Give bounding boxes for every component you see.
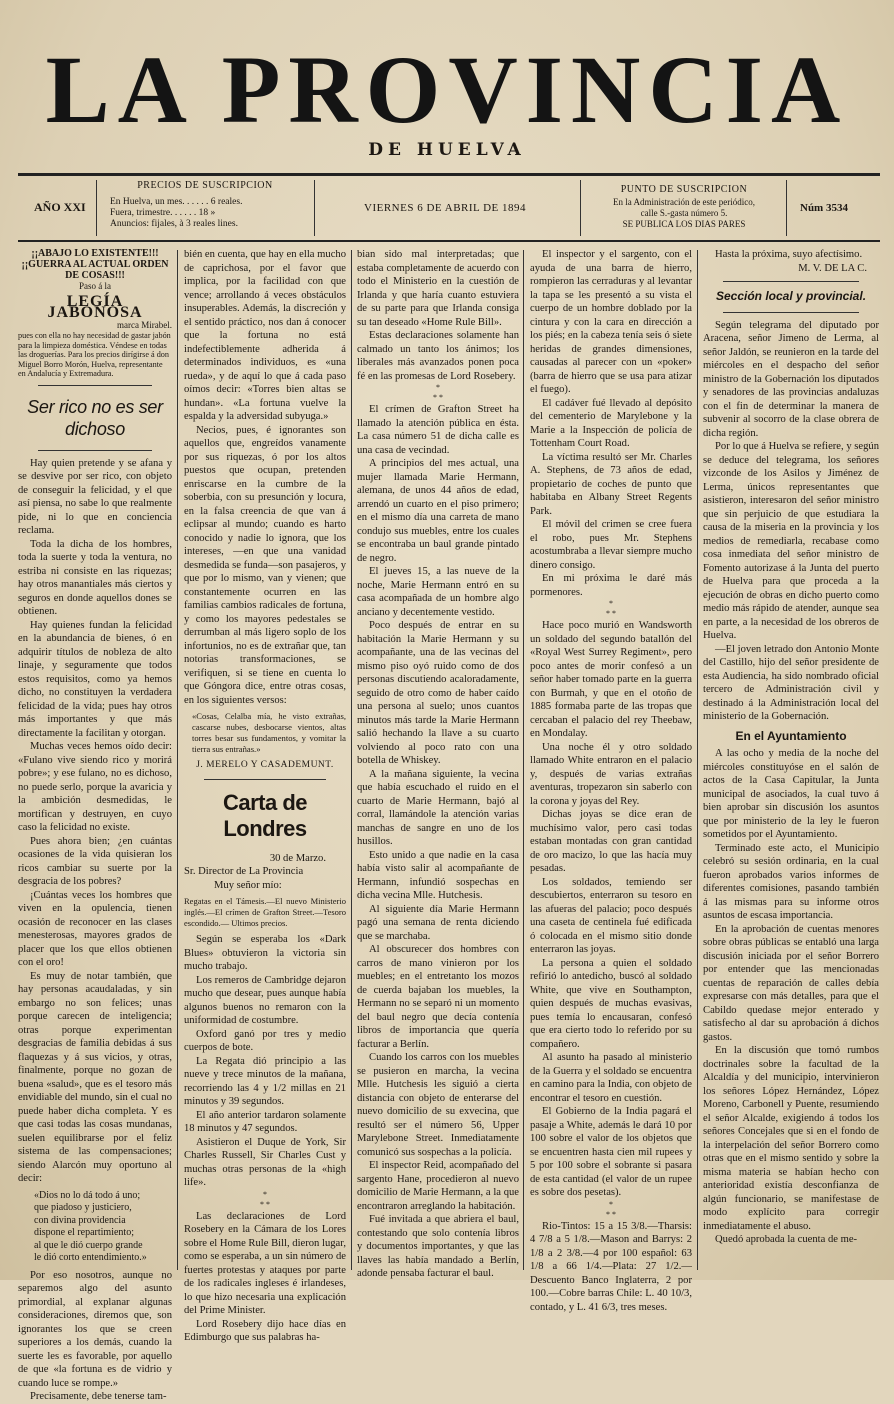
paragraph: Asistieron el Duque de York, Sir Charles Russell, Sir Charles Cust y muchas otras personas de la «high life».: [184, 1136, 346, 1188]
letter-signature: M. V. DE LA C.: [798, 262, 867, 274]
paragraph: Esto unido a que nadie en la casa había visto salir al acompañante de Hermann, infundió sospechas en dicha vecina Mlle. Hutchesis.: [357, 849, 519, 901]
paragraph: Precisamente, debe tenerse tam-: [30, 1391, 167, 1402]
separator-rule: [723, 312, 859, 313]
issue-number: Núm 3534: [800, 202, 848, 214]
section-stars: * * *: [606, 599, 616, 618]
price-line: Fuera, trimestre. . . . . . 18 »: [110, 208, 216, 218]
paragraph: A principios del mes actual, una mujer llamada Marie Hermann, alemana, de unos 44 años de edad, arrendó un cuarto en el piso primero; en el mismo día una carreta de mano condujo sus muebles, entre los cuales se encontraba un baul grande pintado de negro.: [357, 458, 519, 564]
separator-rule: [38, 385, 152, 386]
masthead-subtitle: DE HUELVA: [368, 140, 526, 160]
section-stars: * * *: [606, 1199, 616, 1219]
punto-line: En la Administración de este periódico,: [613, 197, 755, 207]
paragraph: Lord Rosebery dijo hace días en Edimburgo que sus palabras ha-: [184, 1318, 346, 1343]
price-line: En Huelva, un mes. . . . . . 6 reales.: [110, 197, 243, 207]
punto-line: calle S.-gasta número 5.: [640, 208, 728, 218]
verse-line: «Dios no lo dá todo á uno;: [34, 1189, 141, 1201]
paragraph: Al siguiente día Marie Hermann pagó una semana de renta diciendo que se marchaba.: [357, 903, 519, 942]
poem-quote: «Cosas, Celalba mía, he visto extrañas, cascarse nubes, desbocarse vientos, altas torres besar sus fundamentos, y vomitar la tierra sus entrañas.»: [192, 711, 346, 754]
paragraph: En la discusión que tomó rumbos doctrinales sobre la facultad de la Alcaldía y del municipio, intervinieron los señores López Hernández, López Moreno, Carbonell y Puente, resumiendo el señor Alcalde, exigiendo á todos los señores Concejales que si en el fondo de la interpelación del señor Borrero como otras que en el mismo sentido y sobre la misma materia se habían hecho con anterioridad existía desconfianza de algún funcionario, se manifestase de modo explícito para corregir inmediatamente el abuso.: [703, 1045, 879, 1232]
article-title: Ser rico no es ser dichoso: [27, 396, 163, 439]
ad-headline: ¡¡ABAJO LO EXISTENTE!!!: [31, 248, 159, 259]
year-label: AÑO XXI: [34, 200, 86, 214]
column-divider: [177, 250, 178, 1270]
paragraph: —El joven letrado don Antonio Monte del Castillo, hijo del señor presidente de esta Audiencia, ha sido nombrado oficial tercero de Administración civil y destinado á la Administración local del ministerio de la Gobernación.: [703, 643, 879, 722]
paragraph: Según telegrama del diputado por Aracena, señor Jimeno de Lerma, al señor Jaldón, se reunieron en la tarde del miércoles en el despacho del señor ministro de la Gobernación los diputados y senadores de las provincias andaluzas con el fin de determinar la manera de subvenir al socorro de la clase obrera de dicha región.: [703, 319, 879, 439]
header-divider: [580, 180, 581, 236]
soap-advertisement: [18, 248, 172, 379]
paragraph: Los remeros de Cambridge dejaron mucho que desear, pues aunque había algunos buenos no remaron con la uniformidad de costumbre.: [184, 974, 346, 1026]
paragraph: Terminado este acto, el Municipio celebró su sesión ordinaria, en la cual fueron aprobados varios informes de diferentes comisiones, pasando también á las mismas para su informe otros asuntos de escasa importancia.: [703, 842, 879, 921]
paragraph: Muchas veces hemos oído decir: «Fulano vive siendo rico y morirá pobre»; y ese fulano, no es dichoso, no puede serlo, porque la avaricia y la ambición desmedidas, le mortifican y destruyen, en cuyo caso la felicidad no existe.: [18, 741, 172, 833]
section-title: Sección local y provincial.: [715, 289, 867, 303]
ad-mark: marca Mirabel.: [117, 320, 172, 330]
column-divider: [351, 250, 352, 1270]
header-bottom-rule: [18, 240, 880, 242]
section-stars: * * *: [433, 383, 443, 402]
paragraph: Los soldados, temiendo ser descubiertos, enterraron su tesoro en las afueras del palacio; poco después una caseta de centinela fué edificada ó colocada en el mismo sitio donde enterraron las joyas.: [530, 876, 692, 955]
paragraph: Rio-Tintos: 15 a 15 3/8.—Tharsis: 4 7/8 a 5 1/8.—Mason and Barrys: 2 1/8 a 2 3/8.—4 por 100 español: 63 1/8 a 66 1/4.—Plata: 27 1/2.—Descuento Banco Inglaterra, 2 por 100.—Cobre barras Chile: L. 40 10/3, contado, y L. 41 6/3, tres meses.: [530, 1220, 692, 1313]
paragraph: Necios, pues, é ignorantes son aquellos que, engreídos vanamente por sus riquezas, ó por los altos puestos que ocupan, pretenden enriscarse en la cumbre de la soberbia, con su presunción y locura, en la falsa creencia de que van á eclipsar al mundo; cuando es harto conocido y nadie lo ignora, que los intereses, —en que una vanidad desmedida se funda—son pasajeros, y que por lo mismo, van y vienen; que constantemente ocurren en las familias cambios radicales de fortuna, y como los mayores pedestales se derrumban al más ligero soplo de los infortunios, no es de extrañar que, tan notorias transformaciones, se verifiquen, si se tiene en cuenta lo que Góngora dice, entre otras cosas, en los siguientes versos:: [184, 424, 346, 706]
paragraph: Las declaraciones de Lord Rosebery en la Cámara de los Lores sobre el Home Rule Bill, dieron lugar, como se esperaba, a un sin número de fuertes protestas y ataques por parte de los radicales ingleses é irlandeses, lo que hizo necesaria una explicación del Prime Minister.: [184, 1210, 346, 1316]
paragraph: El inspector Reid, acompañado del sargento Hane, procedieron al nuevo domicilio de Marie Hermann, a la que encontraron arreglando la habitación.: [357, 1160, 519, 1212]
paragraph: Pues ahora bien; ¿en cuántas ocasiones de la vida quisieran los ricos cambiar su suerte por la desgracia de los pobres?: [18, 835, 172, 887]
paragraph: Según se esperaba los «Dark Blues» obtuvieron la victoria sin mucho trabajo.: [184, 934, 346, 972]
paragraph: La víctima resultó ser Mr. Charles A. Stephens, de 73 años de edad, propietario de coches de punto que habitaba en Albany Street Regents Park.: [530, 451, 692, 517]
separator-rule: [204, 779, 326, 780]
paragraph: Dichas joyas se dice eran de muchísimo valor, pero casi todas estaban montadas con gran cantidad de oro macizo, lo que las hacía muy pesadas.: [530, 809, 692, 874]
column-3: [357, 248, 519, 1279]
column-5: [703, 248, 879, 1270]
paragraph: Al asunto ha pasado al ministerio de la Guerra y el soldado se encuentra en camino para la India, con objeto de encontrar el tesoro en cuestión.: [530, 1052, 692, 1104]
subsection-title: En el Ayuntamiento: [735, 728, 847, 743]
prices-title: PRECIOS DE SUSCRIPCION: [137, 180, 273, 191]
paragraph: La persona a quien el soldado refirió lo antedicho, buscó al soldado White, que vive en Southampton, quien después de muchas evasivas, pues temía lo encausaran, confesó que era cierto todo lo referido por su compañero.: [530, 957, 692, 1050]
ad-text: Paso á la: [79, 281, 111, 291]
paragraph: La Regata dió principio a las nueve y trece minutos de la mañana, recorriendo las 4 y 1/2 millas en 21 minutos y 39 segundos.: [184, 1055, 346, 1107]
verse-line: que piadoso y justiciero,: [34, 1202, 132, 1213]
paragraph: El jueves 15, a las nueve de la noche, Marie Hermann entró en su casa acompañada de un hombre algo anciano y decentemente vestido.: [357, 566, 519, 618]
paragraph: Hay quien pretende y se afana y se desvive por ser rico, con objeto de conseguir la felicidad, y el que así piensa, no sabe lo que realmente pide, ni lo que en conciencia reclama.: [18, 457, 172, 536]
paragraph: En mi próxima le daré más pormenores.: [530, 573, 692, 598]
subscription-prices: [110, 180, 300, 230]
verse-line: le dió corto entendimiento.»: [34, 1252, 147, 1263]
paragraph: bién en cuenta, que hay en ella mucho de caprichosa, por el favor que implica, por la facilidad con que vence; arrollando á veces obstáculos insuperables. Además, la discreción y el sentido práctico, nos dan á conocer que la fortuna no está indefectiblemente adherida á determinados individuos, es «una rueda», y de aquí lo que á cada paso oímos decir: «Torres bien altas se hundan». «La fortuna vuelve la espalda y la adversidad subyuga.»: [184, 249, 346, 422]
verse-line: al que le dió cuerpo grande: [34, 1239, 143, 1251]
paragraph: El cadáver fué llevado al depósito del cementerio de Marylebone y la Marie a la Inspección de policía de Tottenham Court Road.: [530, 397, 692, 449]
paragraph: El móvil del crimen se cree fuera el robo, pues Mr. Stephens acostumbraba a llevar siempre mucho dinero consigo.: [530, 519, 692, 571]
paragraph: A las ocho y media de la noche del miércoles constituyóse en el salón de actos de la Casa Capitular, la Junta municipal de asociados, la cual tuvo á bien aprobar sin discusión los asuntos que por ministerio de la ley le fueron sometidos por el Ayuntamiento.: [703, 748, 879, 840]
paragraph: Por lo que á Huelva se refiere, y según se deduce del telegrama, los señores vizconde de los Asilos y Jiménez de Lerma, únicos representantes que asistieron, interesaron del señor ministro que sin perjuicio de que estudiara la causa de la miseria en la provincia y los medios de remediarla, recabase como cosa inmediata del señor ministro de Fomento autorizase á la Junta del puerto de Huelva para que proceda a la ejecución de obras en dicho puerto como medio más rápido de atender, aunque sea en parte, a la necesidad de los obreros de Huelva.: [703, 441, 879, 641]
issue-date: VIERNES 6 DE ABRIL DE 1894: [364, 202, 527, 214]
paragraph: El año anterior tardaron solamente 18 minutos y 47 segundos.: [184, 1109, 346, 1134]
paragraph: Cuando los carros con los muebles se pusieron en marcha, la vecina Mlle. Hutchesis les siguió a cierta distancia con objeto de enterarse del nuevo domicilio de su exvecina, que resultó ser el número 56, Upper Marylebone Street. Inmediatamente comunicó sus sospechas a la policía.: [357, 1052, 519, 1158]
price-line: Anuncios: fijales, à 3 reales lines.: [110, 219, 238, 229]
letter-title: Carta de Londres: [222, 789, 308, 841]
letter-closing: Hasta la próxima, suyo afectísimo.: [715, 249, 863, 260]
punto-line: SE PUBLICA LOS DIAS PARES: [622, 219, 746, 229]
paragraph: El crímen de Grafton Street ha llamado la atención pública en ésta. La casa número 51 de dicha calle es una casa de vecindad.: [357, 404, 519, 456]
paragraph: Hace poco murió en Wandsworth un soldado del segundo batallón del «Royal West Surrey Regiment», pero poco antes de morir confesó a un señor haber tomado parte en la guerra con Burmah, y que en el otoño de 1885 formaba parte de las tropas que cercaban el palacio del rey Theebaw, en Mondalay.: [530, 620, 692, 739]
paragraph: Estas declaraciones solamente han calmado un tanto los ánimos; los liberales más avanzados ponen poca fé en las promesas de Lord Rosebery.: [357, 330, 519, 382]
letter-date: 30 de Marzo.: [269, 852, 326, 864]
punto-title: PUNTO DE SUSCRIPCION: [620, 184, 748, 195]
header-divider: [96, 180, 97, 236]
paragraph: A la mañana siguiente, la vecina que había escuchado el ruido en el cuarto de Marie Hermann, bajó al corral, llamándole la atención varias manchas de sangre en uno de los husillos.: [357, 768, 519, 847]
paragraph: ¡Cuántas veces los hombres que viven en la opulencia, tienen ocasión de reconocer en las clases menesterosas, mayores grados de placer que los que ellos obtienen con el oro!: [18, 889, 172, 968]
header-top-rule: [18, 173, 880, 176]
separator-rule: [723, 281, 859, 282]
masthead-title: LA PROVINCIA: [45, 36, 849, 143]
subscription-point: [592, 184, 776, 230]
paragraph: Por eso nosotros, aunque no separemos algo del asunto primordial, al explanar algunas consideraciones, diremos que, son ignorantes los que se creen superiores a los demás, cuando la suerte les es favorable, por aquello de que «la fortuna es de vidrio y cuando luce se rompe.»: [18, 1269, 172, 1389]
column-divider: [697, 250, 698, 1270]
ad-body: pues con ella no hay necesidad de gastar jabón para la limpieza doméstica. Véndese en todas las droguerías. Para los precios dirígirse á don Miguel Borro Morón, Huelva, representante en Andalucía y Extremadura.: [18, 331, 171, 378]
section-stars: * * *: [260, 1189, 270, 1209]
paragraph: Quedó aprobada la cuenta de me-: [715, 1234, 858, 1245]
letter-salutation: Sr. Director de La Provincia: [184, 866, 304, 877]
author-signature: J. MERELO Y CASADEMUNT.: [196, 760, 334, 770]
ad-headline: ¡¡GUERRA AL ACTUAL ORDEN DE COSAS!!!: [21, 259, 169, 281]
paragraph: El Gobierno de la India pagará el pasaje a White, además le dará 10 por 100 sobre el valor de los objetos que se encuentren hasta cien mil rupees y 5 por 100 sobre el sobrante si pasara de esta cantidad (el valor de un rupee es sobre dos pesetas).: [530, 1106, 692, 1198]
column-2: [184, 248, 346, 1343]
ad-brand: LEGÍA JABONOSA: [47, 293, 143, 321]
paragraph: Es muy de notar también, que hay personas acaudaladas, y sin embargo no son felices; unas porque carecen de inteligencia; otras porque experimentan desgracias de familia debidas á sus flaquezas y á sus vicios, y otras, finalmente, porque no gozan de buena «salud», que es el tesoro más envidiable del mundo, sin el cual no puede haber dicha completa. Y es que casi todas las cosas mundanas, suelen equilibrarse por el feliz sistema de las compensaciones; siendo Alarcón muy oportuno al decir:: [18, 970, 172, 1184]
paragraph: Una noche él y otro soldado llamado White entraron en el palacio y, después de varias extrañas aventuras, tropezaron sin saberlo con la corona y joyas del Rey.: [530, 741, 692, 807]
paragraph: En la aprobación de cuentas menores sobre obras públicas se entabló una larga discusión iniciada por el señor Borrero por entender que las mencionadas cuentas de reparación de calles debía expresarse con más detalles, para que el Cabildo quedase mejor enterado y satisfecho al dar su aprobación á dichos gastos.: [703, 923, 879, 1043]
letter-salutation-2: Muy señor mío:: [214, 879, 282, 891]
paragraph: Toda la dicha de los hombres, toda la suerte y toda la ventura, no estriba ni consiste en las riquezas; hay otros manantiales más ciertos y seguros en donde aquellos dones se obtienen.: [18, 538, 172, 617]
column-divider: [523, 250, 524, 1270]
verse-block: [18, 1190, 172, 1265]
paragraph: Fué invitada a que abriera el baul, contestando que solo contenía libros y documentos importantes, y que las llaves las había mandado a Berlín, adonde pensaba facturar el baul.: [357, 1214, 519, 1279]
column-4: [530, 248, 692, 1313]
paragraph: El inspector y el sargento, con el ayuda de una barra de hierro, rompieron las cerraduras y al levantar la tapa se les presentó a su vista el cuerpo de un hombre doblado por la cintura y con la cara en dirección a los piés; en la cabeza tenía seis ó siete heridas de grandes dimensiones, causadas al parecer con un «poker» (barra de hierro que se usa para atizar el fuego).: [530, 249, 692, 395]
verse-line: con divina providencia: [34, 1214, 126, 1226]
header-divider: [314, 180, 315, 236]
header-info-row: [18, 180, 880, 236]
verse-line: dispone el repartimiento;: [34, 1227, 134, 1238]
paragraph: Oxford ganó por tres y medio cuerpos de bote.: [184, 1028, 346, 1053]
letter-summary: Regatas en el Támesis.—El nuevo Ministerio inglés.—El crímen de Grafton Street.—Tesoro escondido.— Ultimos precios.: [184, 896, 346, 928]
separator-rule: [38, 450, 152, 451]
paragraph: Poco después de entrar en su habitación la Marie Hermann y su acompañante, una de las vecinas del mismo piso oyó ruido como de dos personas discutiendo acaloradamente, seguido de otro como de haber caído una persona al suelo; unos cuantos minutos más tarde la Marie Hermann salió hechando la llave a su cuarto volviendo al poco rato con una botella de Whiskey.: [357, 620, 519, 766]
paragraph: bian sido mal interpretadas; que estaba completamente de acuerdo con todo el Ministerio en la cuestión de Irlanda y que haría cuanto estuviera de su parte para que Irlanda consiga su tan deseado «Home Rule Bill».: [357, 249, 519, 328]
column-1: [18, 248, 172, 1402]
header-divider: [786, 180, 787, 236]
paragraph: Hay quienes fundan la felicidad en la abundancia de bienes, ó en adquirir títulos de nobleza de alto linaje, y seguramente que todos estos requisitos, como ya hemos dicho, no constituyen la verdadera felicidad de la vida; pues hay otros más importantes y que más directamente la facilitan y otorgan.: [18, 619, 172, 739]
paragraph: Al obscurecer dos hombres con carros de mano vinieron por los muebles; en el entretanto los mozos de cuerda bajaban los muebles, la Hermann no se separó ni un momento del baul negro que decía contenía libros de importancia que quería facturar a Berlín.: [357, 944, 519, 1050]
